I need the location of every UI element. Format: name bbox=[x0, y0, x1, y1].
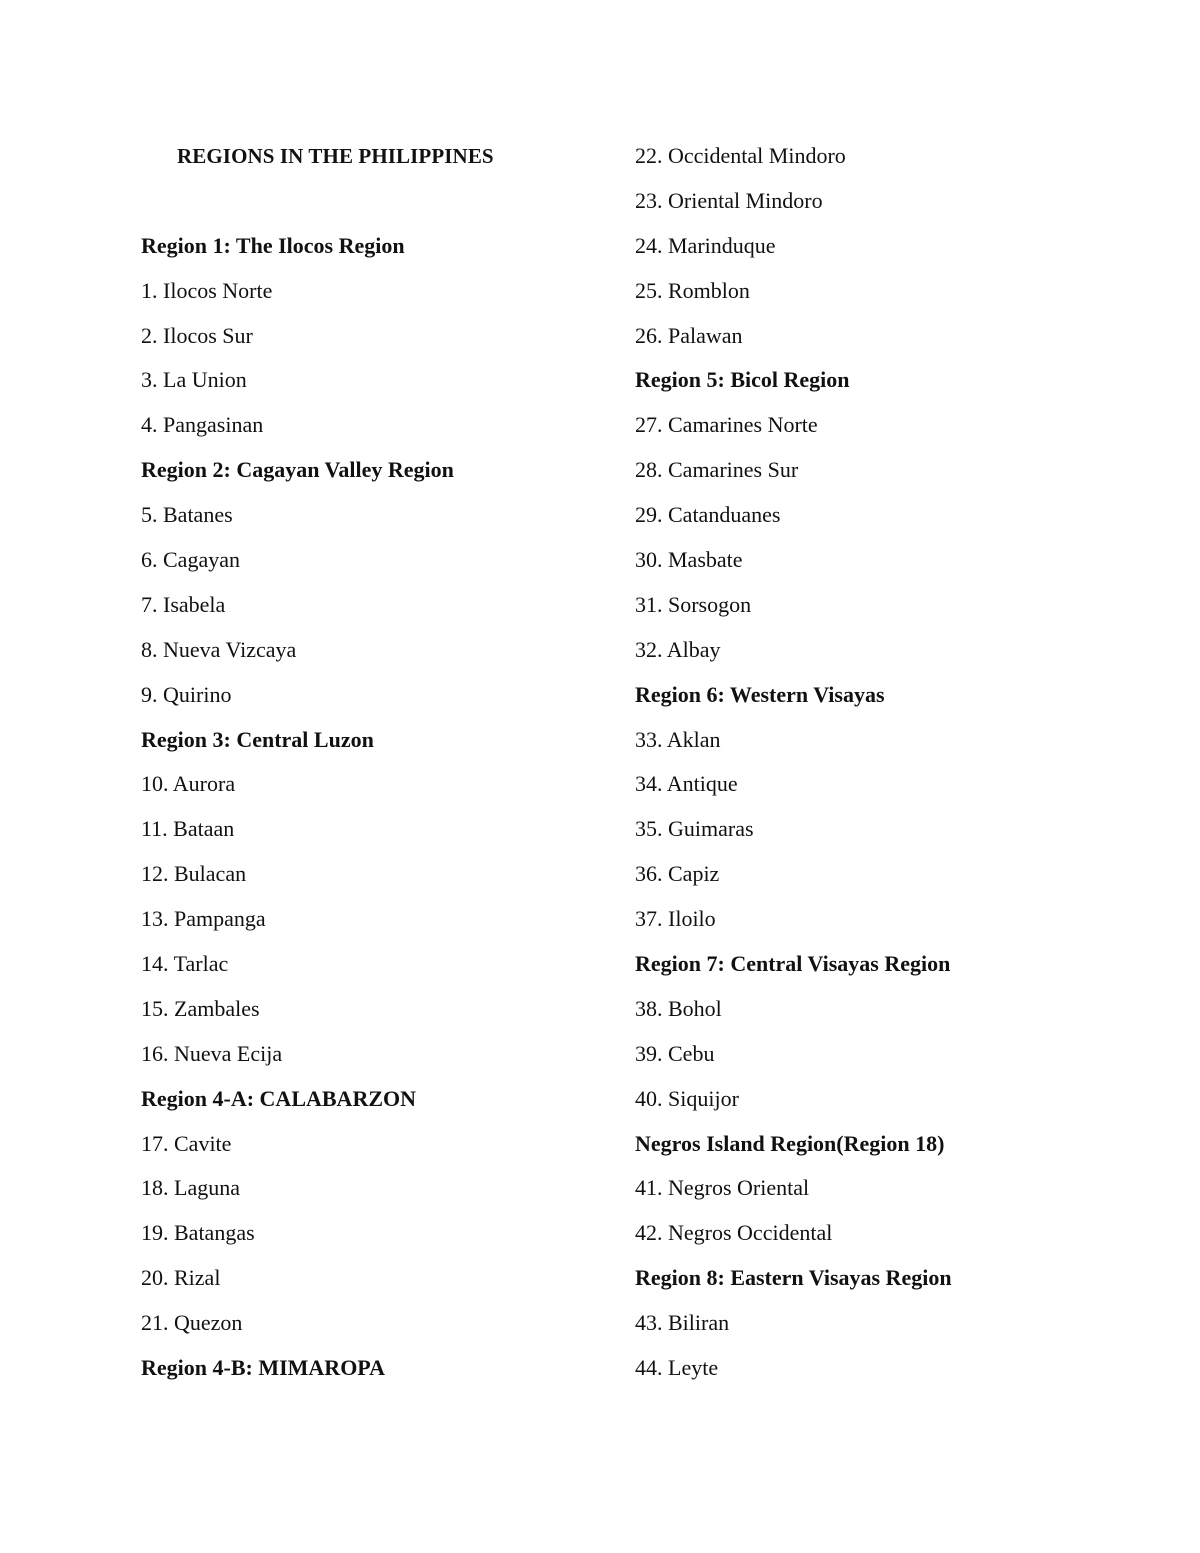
province-item: 11. Bataan bbox=[141, 816, 235, 842]
province-item: 37. Iloilo bbox=[635, 906, 716, 932]
province-item: 18. Laguna bbox=[141, 1175, 240, 1201]
province-item: 12. Bulacan bbox=[141, 861, 247, 887]
province-item: 2. Ilocos Sur bbox=[141, 322, 253, 348]
province-item: 20. Rizal bbox=[141, 1265, 221, 1291]
province-item: 28. Camarines Sur bbox=[635, 457, 799, 483]
province-item: 43. Biliran bbox=[635, 1310, 730, 1336]
province-item: 3. La Union bbox=[141, 367, 247, 393]
province-item: 10. Aurora bbox=[141, 771, 236, 797]
region-heading: Region 5: Bicol Region bbox=[635, 367, 850, 393]
blank-line bbox=[141, 183, 581, 228]
left-column bbox=[141, 138, 581, 1395]
province-item: 7. Isabela bbox=[141, 591, 226, 617]
province-item: 9. Quirino bbox=[141, 681, 232, 707]
province-item: 27. Camarines Norte bbox=[635, 412, 818, 438]
province-item: 14. Tarlac bbox=[141, 951, 229, 977]
province-item: 15. Zambales bbox=[141, 995, 260, 1021]
province-item: 33. Aklan bbox=[635, 726, 721, 752]
region-heading: Region 1: The Ilocos Region bbox=[141, 232, 405, 258]
region-heading: Region 3: Central Luzon bbox=[141, 726, 374, 752]
province-item: 5. Batanes bbox=[141, 502, 233, 528]
region-heading: Negros Island Region(Region 18) bbox=[635, 1130, 945, 1156]
page-title: REGIONS IN THE PHILIPPINES bbox=[177, 144, 494, 168]
province-item: 38. Bohol bbox=[635, 995, 722, 1021]
province-item: 8. Nueva Vizcaya bbox=[141, 636, 297, 662]
province-item: 1. Ilocos Norte bbox=[141, 277, 273, 303]
province-item: 19. Batangas bbox=[141, 1220, 255, 1246]
province-item: 22. Occidental Mindoro bbox=[635, 143, 846, 168]
right-column bbox=[635, 138, 1095, 1395]
province-item: 39. Cebu bbox=[635, 1040, 715, 1066]
province-item: 31. Sorsogon bbox=[635, 591, 752, 617]
province-item: 17. Cavite bbox=[141, 1130, 232, 1156]
province-item: 16. Nueva Ecija bbox=[141, 1040, 283, 1066]
province-item: 34. Antique bbox=[635, 771, 738, 797]
region-heading: Region 2: Cagayan Valley Region bbox=[141, 457, 454, 483]
province-item: 36. Capiz bbox=[635, 861, 720, 887]
region-heading: Region 7: Central Visayas Region bbox=[635, 951, 951, 977]
region-heading: Region 6: Western Visayas bbox=[635, 681, 885, 707]
province-item: 24. Marinduque bbox=[635, 232, 776, 258]
province-item: 29. Catanduanes bbox=[635, 502, 781, 528]
province-item: 41. Negros Oriental bbox=[635, 1175, 810, 1201]
province-item: 23. Oriental Mindoro bbox=[635, 187, 823, 213]
province-item: 6. Cagayan bbox=[141, 547, 240, 573]
province-item: 44. Leyte bbox=[635, 1355, 719, 1381]
region-heading: Region 8: Eastern Visayas Region bbox=[635, 1265, 952, 1291]
province-item: 35. Guimaras bbox=[635, 816, 754, 842]
province-item: 4. Pangasinan bbox=[141, 412, 264, 438]
province-item: 21. Quezon bbox=[141, 1310, 243, 1336]
province-item: 40. Siquijor bbox=[635, 1085, 739, 1111]
province-item: 32. Albay bbox=[635, 636, 721, 662]
province-item: 26. Palawan bbox=[635, 322, 743, 348]
province-item: 25. Romblon bbox=[635, 277, 750, 303]
province-item: 13. Pampanga bbox=[141, 906, 266, 932]
region-heading: Region 4-A: CALABARZON bbox=[141, 1085, 416, 1111]
province-item: 30. Masbate bbox=[635, 547, 743, 573]
region-heading: Region 4-B: MIMAROPA bbox=[141, 1355, 385, 1381]
province-item: 42. Negros Occidental bbox=[635, 1220, 833, 1246]
